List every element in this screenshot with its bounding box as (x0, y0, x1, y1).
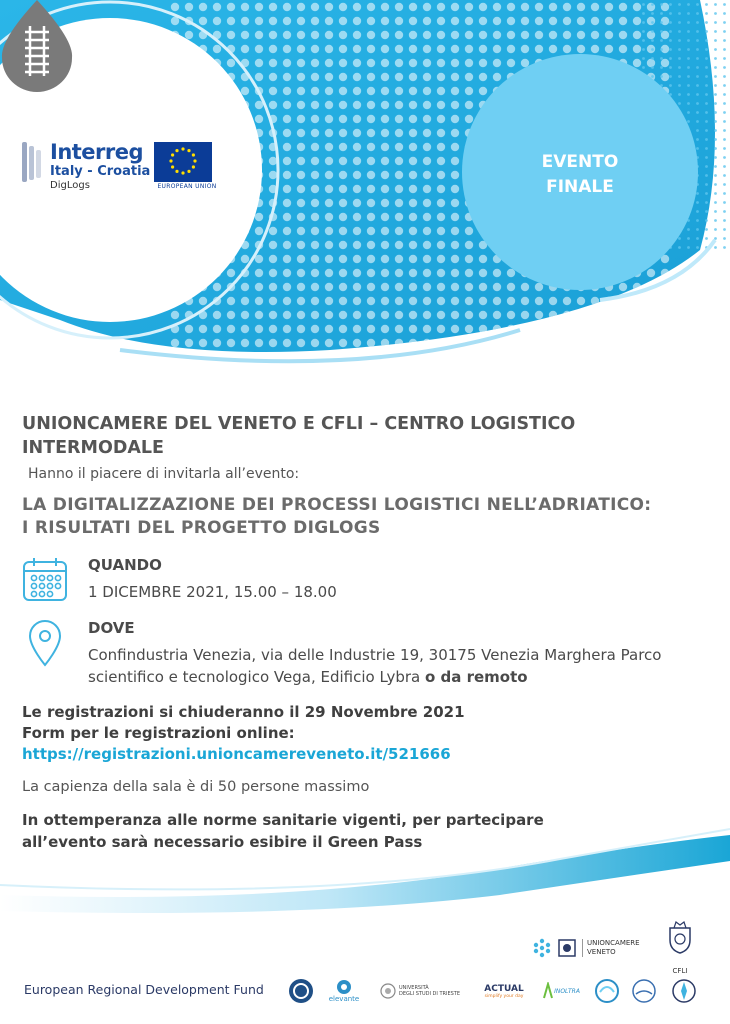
eu-label: EUROPEAN UNION (157, 183, 217, 190)
partner-logos (288, 975, 718, 1007)
partner-round-icon (288, 978, 314, 1004)
when-section (22, 556, 712, 603)
partner-logo-6 (594, 975, 620, 1007)
partner-logo-actual (476, 975, 532, 1007)
bottom-wave-graphic (0, 815, 730, 925)
where-line1: Confindustria Venezia, via delle Industrie 19, 30175 Venezia Marghera Parco (88, 646, 662, 664)
university-seal-icon (380, 983, 396, 999)
hero-banner (0, 0, 730, 400)
unioncamere-label (582, 939, 640, 957)
green-pass-line2: all’evento sarà necessario esibire il Green Pass (22, 833, 423, 851)
unioncamere-logo (532, 932, 640, 964)
unioncamere-line2: VENETO (587, 948, 616, 956)
location-pin-icon (28, 619, 74, 669)
organizer-title: UNIONCAMERE DEL VENETO E CFLI – CENTRO LOGISTICO INTERMODALE (22, 414, 576, 458)
inoltra-icon (542, 982, 554, 1000)
where-remote: o da remoto (425, 668, 528, 686)
partner-harbour-icon (631, 978, 657, 1004)
actual-tagline: simplify your day (484, 993, 524, 999)
badge-line1: EVENTO (541, 152, 619, 172)
cfli-crest-icon (666, 920, 694, 954)
badge-line2: FINALE (546, 177, 614, 197)
trieste-line1: UNIVERSITÀ (399, 985, 429, 991)
where-line2: scientifico e tecnologico Vega, Edificio Lybra (88, 668, 421, 686)
partner-logo-1 (288, 975, 314, 1007)
invitation-content (22, 412, 712, 853)
eu-flag-icon (154, 142, 212, 182)
elevante-label: elevante (328, 995, 360, 1003)
capacity-text: La capienza della sala è di 50 persone massimo (22, 779, 370, 795)
where-value (88, 644, 712, 688)
partner-logo-inoltra (538, 975, 584, 1007)
program-name: Interreg (50, 140, 144, 164)
calendar-icon (22, 556, 68, 602)
registration-form-label: Form per le registrazioni online: (22, 724, 295, 742)
cfli-label: CFLI (672, 967, 688, 975)
registration-section (22, 702, 712, 765)
green-pass-line1: In ottemperanza alle norme sanitarie vigenti, per partecipare (22, 811, 544, 829)
event-title-line1: LA DIGITALIZZAZIONE DEI PROCESSI LOGISTICI NELL’ADRIATICO: (22, 495, 652, 515)
when-label: QUANDO (88, 556, 162, 574)
partner-swirl-icon (594, 978, 620, 1004)
erdf-label: European Regional Development Fund (24, 982, 264, 997)
where-label: DOVE (88, 619, 135, 637)
partner-logo-elevante (324, 975, 364, 1007)
actual-label: ACTUAL (484, 983, 524, 994)
unioncamere-snowflake-icon (532, 938, 552, 958)
registration-link[interactable]: https://registrazioni.unioncamereveneto.it/521666 (22, 745, 451, 763)
partner-logo-7 (630, 975, 658, 1007)
elevante-icon (335, 979, 353, 995)
invite-text: Hanno il piacere di invitarla all’evento: (28, 466, 300, 482)
unioncamere-emblem-icon (558, 939, 576, 957)
interreg-mark-icon (22, 140, 44, 184)
when-value: 1 DICEMBRE 2021, 15.00 – 18.00 (88, 583, 337, 601)
registration-deadline: Le registrazioni si chiuderanno il 29 Novembre 2021 (22, 703, 465, 721)
partner-compass-icon (671, 978, 697, 1004)
railway-drop-icon (0, 0, 74, 92)
inoltra-label: INOLTRA (554, 987, 580, 995)
partner-logo-8 (670, 975, 698, 1007)
where-section (22, 619, 712, 688)
partner-logo-trieste (372, 975, 468, 1007)
event-title-line2: I RISULTATI DEL PROGETTO DIGLOGS (22, 518, 381, 538)
project-name: DigLogs (50, 180, 90, 191)
event-badge (460, 60, 700, 290)
program-region: Italy - Croatia (50, 164, 151, 179)
event-title (22, 494, 712, 540)
trieste-line2: DEGLI STUDI DI TRIESTE (399, 991, 460, 997)
interreg-logo (22, 140, 222, 192)
cfli-logo (660, 920, 700, 977)
unioncamere-line1: UNIONCAMERE (587, 939, 640, 947)
